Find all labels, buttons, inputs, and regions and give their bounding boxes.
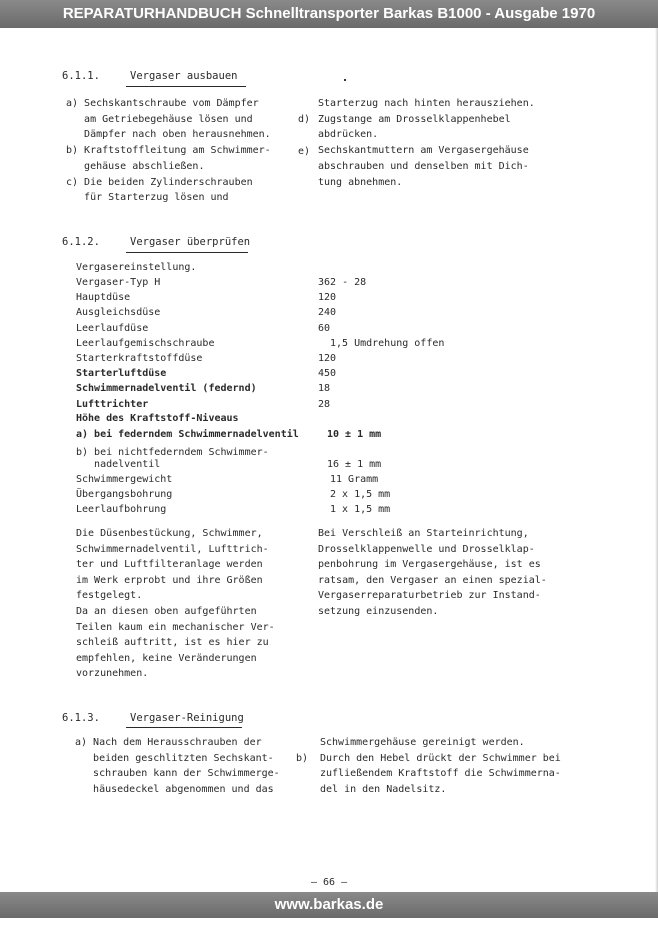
section-number-6-1-3: 6.1.3. — [62, 712, 100, 724]
paragraph-line: Bei Verschleiß an Starteinrichtung, — [318, 528, 529, 539]
list-marker-d: d) — [298, 114, 311, 125]
spec-intro: Vergasereinstellung. — [76, 262, 197, 273]
instruction-line: schrauben kann der Schwimmerge- — [75, 768, 280, 780]
paragraph-line: festgelegt. — [76, 590, 143, 602]
paragraph-line: Schwimmernadelventil, Lufttrich- — [76, 543, 269, 555]
section-title-6-1-2: Vergaser überprüfen — [130, 236, 251, 248]
section-title-underline — [126, 252, 248, 253]
float-b-label-line1: b) bei nichtfederndem Schwimmer- — [76, 447, 269, 458]
spec-label: Ausgleichsdüse — [76, 307, 161, 319]
instruction-line: c) Die beiden Zylinderschrauben — [66, 176, 253, 188]
section-number-6-1-1: 6.1.1. — [62, 70, 100, 82]
spec-label: Leerlaufgemischschraube — [76, 337, 215, 349]
paragraph-line: vorzunehmen. — [76, 668, 149, 680]
list-marker-e: e) — [298, 146, 311, 157]
spec-value: 240 — [318, 307, 337, 319]
spec-value: 1 x 1,5 mm — [330, 504, 391, 515]
spec-label: Starterluftdüse — [76, 368, 167, 380]
paragraph-line: Teilen kaum ein mechanischer Ver- — [76, 621, 275, 633]
spec-value: 2 x 1,5 mm — [330, 489, 391, 500]
spec-value: 18 — [318, 383, 331, 395]
paragraph-line: Die Düsenbestückung, Schwimmer, — [76, 528, 263, 539]
instruction-line: häusedeckel abgenommen und das — [75, 783, 274, 795]
instruction-line: tung abnehmen. — [318, 176, 403, 188]
paragraph-line: ter und Luftfilteranlage werden — [76, 559, 263, 571]
float-a-label: a) bei federndem Schwimmernadelventil — [76, 429, 299, 440]
instruction-line: zufließendem Kraftstoff die Schwimmerna- — [320, 768, 561, 780]
spec-value: 450 — [318, 368, 337, 380]
paragraph-line: penbohrung im Vergasergehäuse, ist es — [318, 559, 541, 571]
instruction-line: abschrauben und denselben mit Dich- — [318, 160, 529, 172]
instruction-line: a) Sechskantschraube vom Dämpfer — [66, 98, 259, 109]
page-number: – 66 – — [311, 877, 348, 888]
instruction-line: Dämpfer nach oben herausnehmen. — [66, 129, 271, 141]
paragraph-line: empfehlen, keine Veränderungen — [76, 652, 257, 664]
spec-value: 1,5 Umdrehung offen — [330, 337, 445, 349]
section-title-6-1-3: Vergaser-Reinigung — [130, 712, 244, 724]
header-bar — [0, 0, 658, 28]
instruction-line: am Getriebegehäuse lösen und — [66, 113, 253, 125]
spec-label: Starterkraftstoffdüse — [76, 353, 203, 364]
spec-label: Schwimmergewicht — [76, 474, 173, 485]
instruction-line: Schwimmergehäuse gereinigt werden. — [320, 737, 525, 748]
instruction-line: Sechskantmuttern am Vergasergehäuse — [318, 145, 529, 157]
spec-label: Leerlaufbohrung — [76, 504, 167, 515]
section-title-underline — [126, 727, 242, 728]
spec-value: 60 — [318, 322, 331, 334]
section-title-underline — [126, 86, 246, 87]
instruction-line: b) Kraftstoffleitung am Schwimmer- — [66, 145, 271, 157]
paragraph-line: Da an diesen oben aufgeführten — [76, 606, 257, 617]
instruction-line: del in den Nadelsitz. — [320, 783, 447, 795]
paragraph-line: Drosselklappenwelle und Drosselklap- — [318, 543, 535, 555]
spec-value: 11 Gramm — [330, 474, 379, 485]
paragraph-line: Vergaserreparaturbetrieb zur Instand- — [318, 590, 541, 602]
float-level-title: Höhe des Kraftstoff-Niveaus — [76, 413, 239, 424]
spec-label: Übergangsbohrung — [76, 489, 173, 500]
float-b-label-line2: nadelventil — [76, 459, 161, 470]
paragraph-line: setzung einzusenden. — [318, 606, 439, 617]
instruction-line: für Starterzug lösen und — [66, 192, 229, 204]
instruction-line: abdrücken. — [318, 129, 379, 141]
spec-value: 28 — [318, 398, 331, 410]
spec-label: Lufttrichter — [76, 398, 149, 410]
instruction-line: Zugstange am Drosselklappenhebel — [318, 113, 511, 125]
section-title-6-1-1: Vergaser ausbauen — [130, 70, 238, 82]
instruction-line: gehäuse abschließen. — [66, 160, 205, 172]
spec-label: Leerlaufdüse — [76, 322, 149, 334]
instruction-line: a) Nach dem Herausschrauben der — [75, 737, 262, 748]
footer-bar — [0, 892, 658, 918]
instruction-line: Durch den Hebel drückt der Schwimmer bei — [320, 752, 561, 764]
footer-website-link[interactable]: www.barkas.de — [274, 896, 384, 913]
spec-value: 120 — [318, 353, 337, 364]
speck — [344, 79, 346, 81]
spec-label: Schwimmernadelventil (federnd) — [76, 383, 257, 395]
paragraph-line: im Werk erprobt und ihre Größen — [76, 574, 263, 586]
list-marker-b: b) — [296, 753, 309, 764]
spec-label: Vergaser-Typ H — [76, 277, 161, 288]
instruction-line: beiden geschlitzten Sechskant- — [75, 752, 274, 764]
paragraph-line: schleiß auftritt, ist es hier zu — [76, 637, 269, 649]
float-b-value: 16 ± 1 mm — [327, 459, 382, 470]
section-number-6-1-2: 6.1.2. — [62, 236, 100, 248]
paragraph-line: ratsam, den Vergaser an einen spezial- — [318, 574, 547, 586]
spec-value: 362 - 28 — [318, 277, 367, 288]
spec-value: 120 — [318, 292, 337, 304]
header-title: REPARATURHANDBUCH Schnelltransporter Barkas B1000 - Ausgabe 1970 — [62, 5, 596, 22]
spec-label: Hauptdüse — [76, 292, 131, 304]
instruction-line: Starterzug nach hinten herausziehen. — [318, 98, 535, 109]
float-a-value: 10 ± 1 mm — [327, 429, 382, 440]
